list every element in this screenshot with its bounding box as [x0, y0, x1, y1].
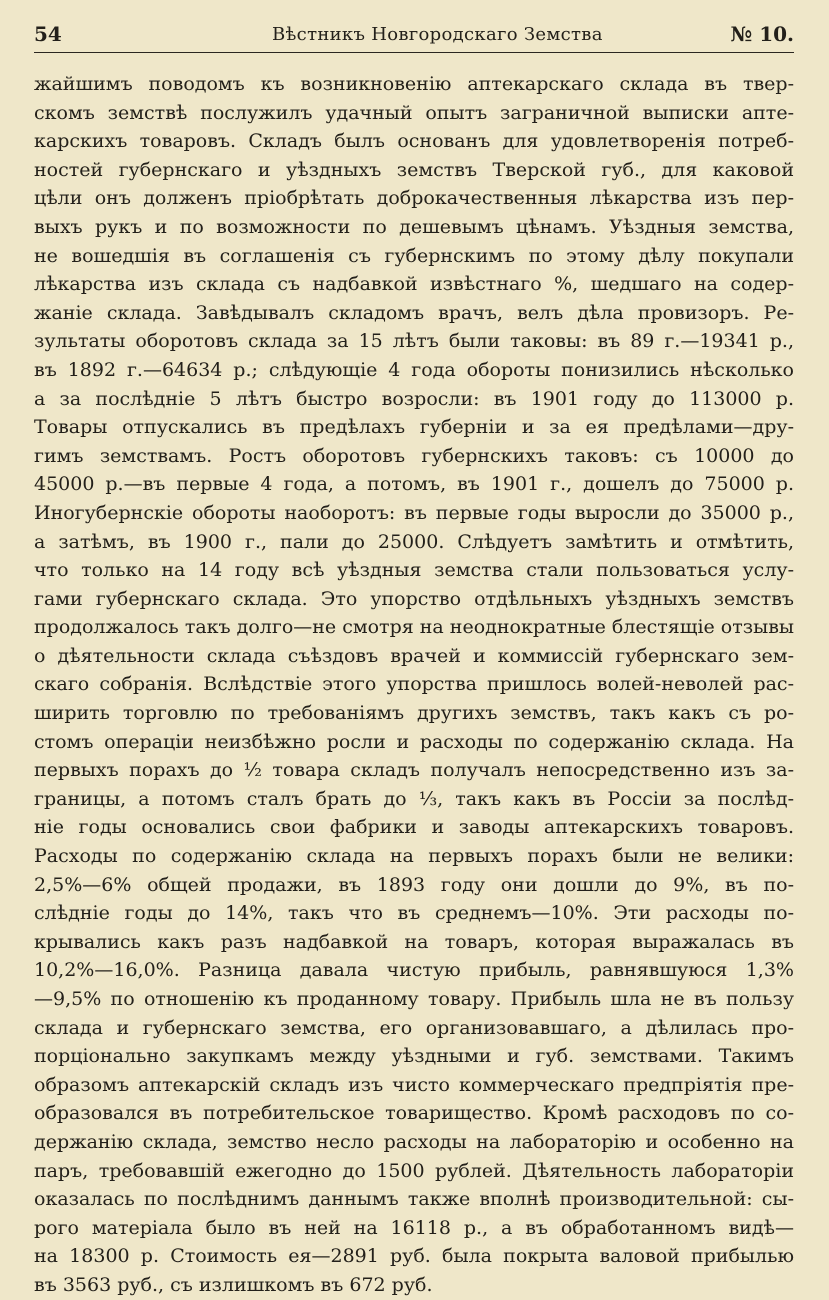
text-line: паръ, требовавшій ежегодно до 1500 рублей. Дѣятельность лабораторіи: [34, 1159, 794, 1182]
text-line: лѣкарства изъ склада съ надбавкой извѣстнаго %, шедшаго на содер-: [34, 273, 794, 296]
text-line: скаго собранія. Вслѣдствіе этого упорства пришлось волей-неволей рас-: [34, 673, 794, 696]
journal-title: Вѣстникъ Новгородскаго Земства: [272, 24, 603, 45]
text-line: скомъ земствѣ послужилъ удачный опытъ заграничной выписки апте-: [34, 101, 794, 124]
text-line: слѣдніе годы до 14%, такъ что въ среднемъ—10%. Эти расходы по-: [34, 902, 794, 925]
text-line: границы, а потомъ сталъ брать до ⅓, такъ какъ въ Россіи за послѣд-: [34, 787, 794, 810]
text-line: не вошедшія въ соглашенія съ губернскимъ по этому дѣлу покупали: [34, 244, 794, 267]
text-line: а за послѣдніе 5 лѣтъ быстро возросли: въ 1901 году до 113000 р.: [34, 387, 794, 410]
text-line: что только на 14 году всѣ уѣздныя земства стали пользоваться услу-: [34, 559, 794, 582]
text-line: цѣли онъ долженъ пріобрѣтать доброкачественныя лѣкарства изъ пер-: [34, 187, 794, 210]
text-line: Расходы по содержанію склада на первыхъ порахъ были не велики:: [34, 845, 794, 868]
text-line: выхъ рукъ и по возможности по дешевымъ цѣнамъ. Уѣздныя земства,: [34, 215, 794, 238]
text-line: рого матеріала было въ ней на 16118 р., а въ обработанномъ видѣ—: [34, 1216, 794, 1239]
text-line: на 18300 р. Стоимость ея—2891 руб. была покрыта валовой прибылью: [34, 1245, 794, 1268]
text-line: порціонально закупкамъ между уѣздными и губ. земствами. Такимъ: [34, 1045, 794, 1068]
text-line: а затѣмъ, въ 1900 г., пали до 25000. Слѣдуетъ замѣтить и отмѣтить,: [34, 530, 794, 553]
text-line: 45000 р.—въ первые 4 года, а потомъ, въ 1901 г., дошелъ до 75000 р.: [34, 473, 794, 496]
text-line: первыхъ порахъ до ½ товара складъ получалъ непосредственно изъ за-: [34, 759, 794, 782]
text-line: ширить торговлю по требованіямъ другихъ земствъ, такъ какъ съ ро-: [34, 702, 794, 725]
text-line: въ 1892 г.—64634 р.; слѣдующіе 4 года обороты понизились нѣсколько: [34, 358, 794, 381]
text-line: жайшимъ поводомъ къ возникновенію аптекарскаго склада въ твер-: [34, 73, 794, 95]
text-line: склада и губернскаго земства, его организовавшаго, а дѣлилась про-: [34, 1016, 794, 1039]
text-line: образомъ аптекарскій складъ изъ чисто коммерческаго предпріятія пре-: [34, 1073, 794, 1096]
text-line: ностей губернскаго и уѣздныхъ земствъ Тверской губ., для каковой: [34, 158, 794, 181]
text-line: 10,2%—16,0%. Разница давала чистую прибыль, равнявшуюся 1,3%: [34, 959, 794, 982]
text-line: Товары отпускались въ предѣлахъ губерніи и за ея предѣлами—дру-: [34, 416, 794, 439]
text-line: въ 3563 руб., съ излишкомъ въ 672 руб.: [34, 1273, 433, 1296]
text-line: о дѣятельности склада съѣздовъ врачей и коммиссій губернскаго зем-: [34, 644, 794, 667]
text-line: —9,5% по отношенію къ проданному товару. Прибыль шла не въ пользу: [34, 988, 794, 1010]
text-line: жаніе склада. Завѣдывалъ складомъ врачъ, велъ дѣла провизоръ. Ре-: [34, 301, 794, 324]
text-line: гимъ земствамъ. Ростъ оборотовъ губернскихъ таковъ: съ 10000 до: [34, 444, 794, 467]
text-line: крывались какъ разъ надбавкой на товаръ, которая выражалась въ: [34, 930, 794, 953]
text-line: гами губернскаго склада. Это упорство отдѣльныхъ уѣздныхъ земствъ: [34, 587, 794, 610]
text-line: карскихъ товаровъ. Складъ былъ основанъ для удовлетворенія потреб-: [34, 130, 794, 153]
text-line: образовался въ потребительское товарищество. Кромѣ расходовъ по со-: [34, 1102, 794, 1125]
text-line: 2,5%—6% общей продажи, въ 1893 году они дошли до 9%, въ по-: [34, 873, 794, 896]
text-line: продолжалось такъ долго—не смотря на неоднократные блестящіе отзывы: [34, 616, 794, 639]
text-line: оказалась по послѣднимъ даннымъ также вполнѣ производительной: сы-: [34, 1188, 794, 1211]
page-number: 54: [34, 22, 62, 46]
article-body: [34, 70, 794, 1300]
text-line: зультаты оборотовъ склада за 15 лѣтъ были таковы: въ 89 г.—19341 р.,: [34, 330, 794, 353]
text-line: Иногубернскіе обороты наоборотъ: въ первые годы выросли до 35000 р.,: [34, 501, 794, 524]
issue-number: № 10.: [730, 22, 794, 46]
text-line: держанію склада, земство несло расходы на лабораторію и особенно на: [34, 1130, 794, 1153]
text-line: ніе годы основались свои фабрики и заводы аптекарскихъ товаровъ.: [34, 816, 794, 839]
text-line: стомъ операціи неизбѣжно росли и расходы по содержанію склада. На: [34, 730, 794, 753]
running-header: [34, 22, 794, 53]
